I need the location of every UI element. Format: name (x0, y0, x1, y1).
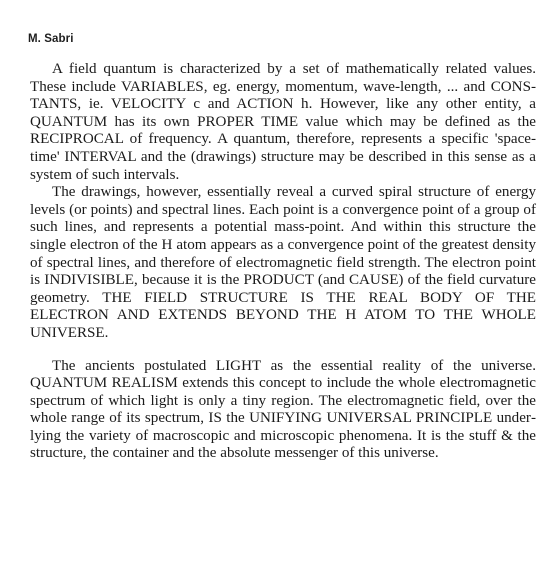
paragraph-field-quantum: A field quantum is characterized by a set of mathematically related values. These include VARIABLES, eg. energy, momentum, wave-length, ... and CONSTANTS, ie. VELOCITY c and ACTION h. However, like any other entity, a QUANTUM has its own PROPER TIME value which may be defined as the RECIPROCAL of frequency. A quantum, therefore, represents a specific 'space-time' INTERVAL and the (drawings) structure may be described in this sense as a system of such intervals. (30, 61, 536, 183)
paragraph-drawings: The drawings, however, essentially reveal a curved spiral structure of energy levels (or points) and spectral lines. Each point is a convergence point of a group of such lines, and represents a potential mass-point. And within this structure the single electron of the H atom appears as a convergence point of the greatest density of spectral lines, and therefore of electromagnetic field strength. The electron point is INDIVISIBLE, because it is the PRODUCT (and CAUSE) of the field curvature geometry. THE FIELD STRUCTURE IS THE REAL BODY OF THE ELECTRON AND EXTENDS BEYOND THE H ATOM TO THE WHOLE UNIVERSE. (30, 184, 536, 341)
article-body (30, 61, 536, 463)
paragraph-light: The ancients postulated LIGHT as the essential reality of the universe. QUANTUM REALISM extends this concept to include the whole electromagnetic spectrum of which light is only a tiny region. The electromagnetic field, over the whole range of its spectrum, IS the UNIFYING UNIVERSAL PRINCIPLE underlying the variety of macroscopic and microscopic phenomena. It is the stuff & the structure, the container and the absolute messenger of this universe. (30, 357, 536, 462)
author-name: M. Sabri (28, 33, 74, 45)
